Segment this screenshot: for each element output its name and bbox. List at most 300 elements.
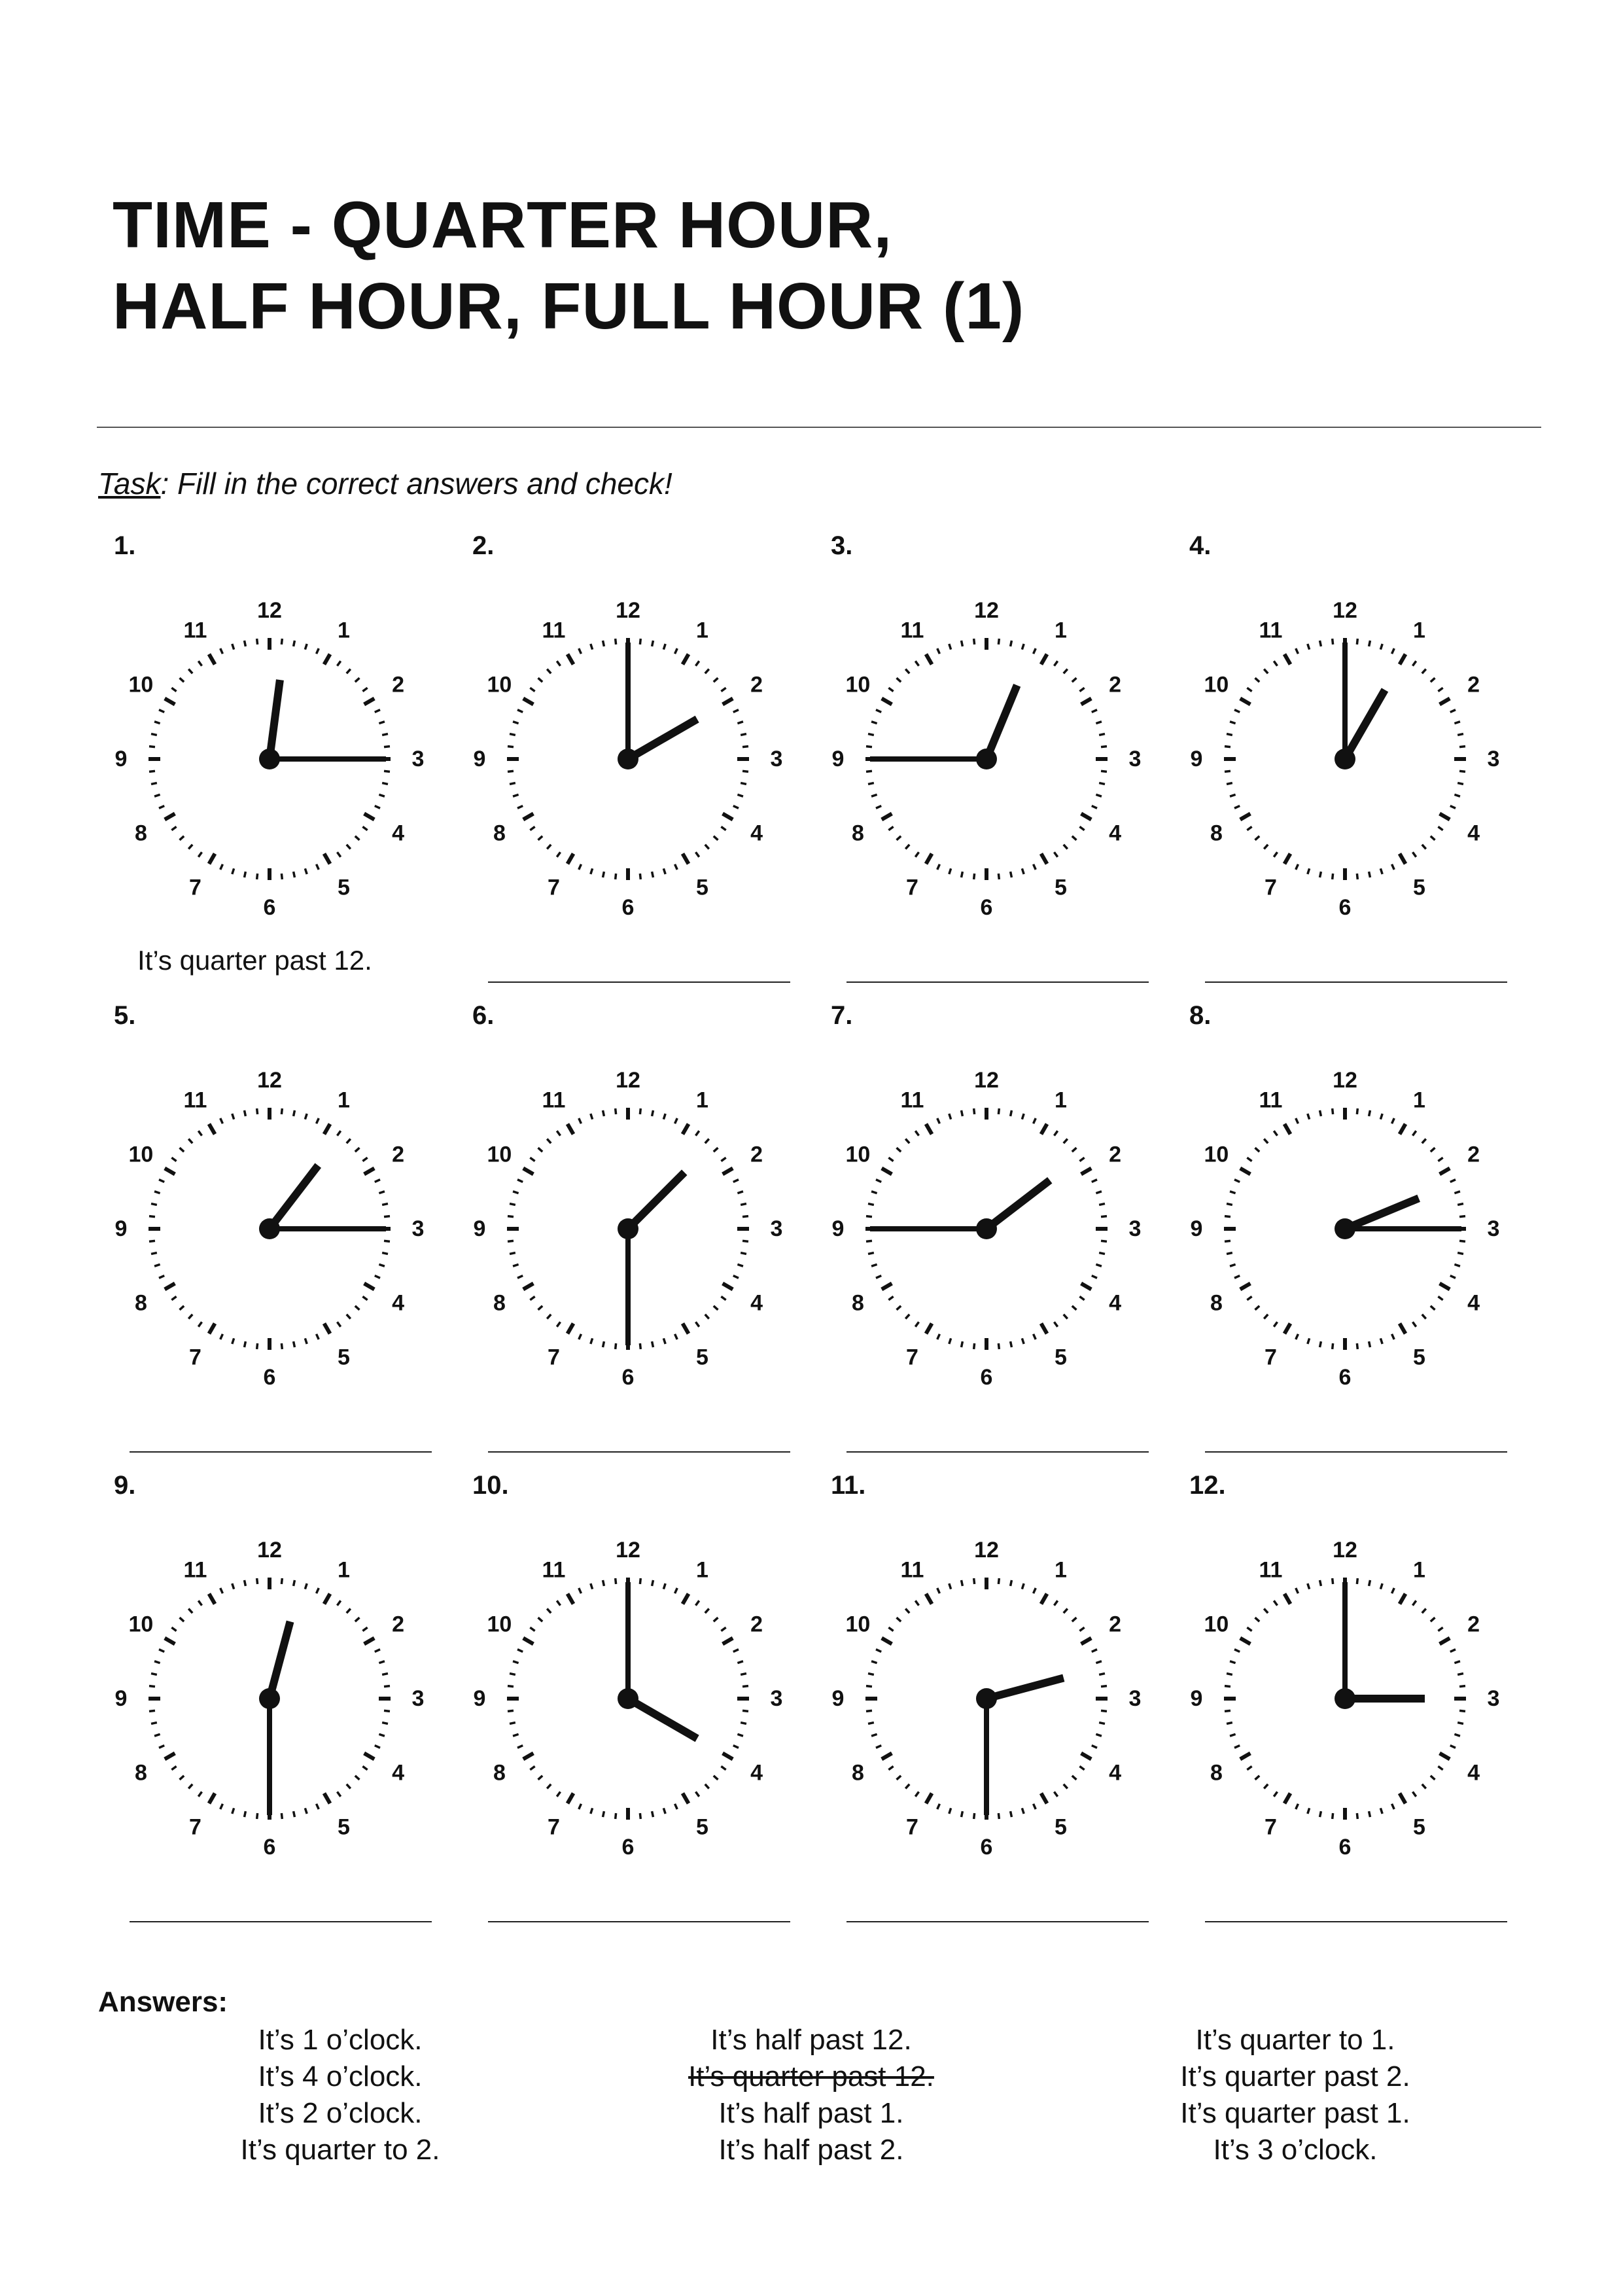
dial-number: 11 <box>183 1087 207 1113</box>
minute-tick <box>742 1710 748 1711</box>
minute-tick <box>151 734 157 735</box>
dial-number: 11 <box>542 618 566 643</box>
hour-hand <box>628 719 697 759</box>
minute-tick <box>294 1580 295 1586</box>
page-title <box>113 185 1024 347</box>
minute-tick <box>232 1114 234 1120</box>
dial-number: 5 <box>1413 875 1425 900</box>
minute-tick <box>1422 1609 1426 1614</box>
minute-tick <box>905 669 909 674</box>
answer-item: It’s quarter past 2. <box>1180 2060 1410 2093</box>
hour-tick <box>1081 699 1092 705</box>
minute-tick <box>1459 1710 1465 1711</box>
dial-number: 8 <box>493 1290 506 1316</box>
minute-tick <box>733 710 739 713</box>
clock-center <box>259 749 280 769</box>
minute-tick <box>281 874 282 879</box>
minute-tick <box>652 1341 654 1347</box>
minute-tick <box>675 1118 678 1123</box>
minute-tick <box>1099 1204 1105 1205</box>
dial-number: 7 <box>548 875 560 900</box>
minute-tick <box>232 1808 234 1814</box>
minute-tick <box>742 1686 748 1687</box>
example-answer: It’s quarter past 12. <box>137 945 372 976</box>
minute-tick <box>1099 1674 1105 1675</box>
answer-item: It’s 1 o’clock. <box>258 2024 423 2056</box>
analog-clock <box>1190 563 1500 920</box>
dial-number: 7 <box>906 875 918 900</box>
minute-tick <box>1369 1580 1370 1586</box>
answer-blank-line[interactable] <box>846 1921 1149 1922</box>
minute-tick <box>1274 852 1277 857</box>
dial-number: 2 <box>750 672 763 698</box>
minute-tick <box>1022 1114 1024 1120</box>
answer-item: It’s 3 o’clock. <box>1213 2134 1378 2166</box>
task-label: Task <box>98 467 161 501</box>
minute-tick <box>1431 1617 1435 1621</box>
minute-tick <box>1099 783 1105 785</box>
minute-tick <box>579 1588 582 1593</box>
dial-number: 9 <box>473 1686 486 1711</box>
minute-tick <box>347 1784 351 1789</box>
dial-number: 10 <box>1204 1142 1229 1167</box>
dial-number: 8 <box>134 1290 147 1316</box>
minute-tick <box>695 661 699 665</box>
minute-tick <box>557 1792 560 1796</box>
dial-number: 8 <box>1210 1290 1223 1316</box>
minute-tick <box>1454 1192 1460 1193</box>
minute-tick <box>1034 1804 1036 1809</box>
minute-tick <box>154 722 160 724</box>
minute-tick <box>603 1341 604 1347</box>
minute-tick <box>871 794 877 796</box>
minute-tick <box>871 1734 877 1736</box>
hour-tick <box>364 1638 375 1644</box>
hour-tick <box>165 1754 175 1759</box>
answer-blank-line[interactable] <box>130 1451 432 1453</box>
minute-tick <box>1274 661 1277 665</box>
minute-tick <box>159 806 164 809</box>
minute-tick <box>171 826 176 830</box>
hour-tick <box>523 1754 534 1759</box>
hour-tick <box>723 1754 733 1759</box>
hour-tick <box>1081 814 1092 820</box>
dial-number: 9 <box>831 1686 845 1711</box>
minute-tick <box>737 1192 743 1193</box>
dial-number: 1 <box>696 618 708 643</box>
hour-tick <box>926 1793 932 1804</box>
minute-tick <box>876 1746 881 1748</box>
minute-tick <box>868 1204 874 1205</box>
dial-number: 7 <box>1265 875 1277 900</box>
dial-number: 5 <box>1055 1345 1067 1370</box>
minute-tick <box>915 1322 918 1326</box>
minute-tick <box>1099 1253 1105 1254</box>
minute-tick <box>1264 1609 1268 1614</box>
minute-tick <box>1230 1192 1236 1193</box>
minute-tick <box>379 1734 385 1736</box>
dial-number: 6 <box>980 895 993 920</box>
minute-tick <box>159 1746 164 1748</box>
minute-tick <box>232 1338 234 1344</box>
analog-clock <box>473 563 783 920</box>
minute-tick <box>949 1114 951 1120</box>
minute-tick <box>603 872 604 877</box>
minute-tick <box>675 648 678 654</box>
minute-tick <box>337 1792 340 1796</box>
minute-tick <box>1296 1118 1299 1123</box>
hour-tick <box>1400 1793 1406 1804</box>
minute-tick <box>974 874 975 879</box>
minute-tick <box>557 852 560 857</box>
hour-tick <box>1440 1169 1450 1174</box>
minute-tick <box>591 644 593 650</box>
minute-tick <box>1227 1723 1232 1724</box>
dial-number: 9 <box>473 1216 486 1241</box>
minute-tick <box>1099 734 1105 735</box>
dial-number: 6 <box>1338 895 1352 920</box>
dial-number: 9 <box>831 747 845 771</box>
minute-tick <box>517 806 523 809</box>
dial-number: 6 <box>263 1835 276 1860</box>
dial-number: 12 <box>974 1538 999 1563</box>
minute-tick <box>695 1131 699 1135</box>
hour-tick <box>523 1284 534 1290</box>
minute-tick <box>1072 1306 1077 1310</box>
minute-tick <box>695 1792 699 1796</box>
dial-number: 10 <box>845 1612 871 1637</box>
minute-tick <box>379 1264 385 1266</box>
minute-tick <box>530 1296 534 1299</box>
hour-tick <box>1041 1594 1047 1604</box>
minute-tick <box>1079 826 1084 830</box>
hour-tick <box>1240 1284 1251 1290</box>
minute-tick <box>149 1216 155 1217</box>
answer-blank-line[interactable] <box>1205 1451 1507 1453</box>
hour-tick <box>1440 1638 1450 1644</box>
clock-exercise <box>815 1471 1155 1929</box>
minute-tick <box>897 1148 901 1152</box>
minute-tick <box>714 1776 718 1780</box>
dial-number: 2 <box>392 1612 405 1637</box>
dial-number: 3 <box>411 1686 425 1711</box>
minute-tick <box>305 1338 307 1344</box>
minute-tick <box>721 1766 725 1769</box>
answer-blank-line[interactable] <box>488 1451 790 1453</box>
minute-tick <box>281 1813 282 1819</box>
minute-tick <box>538 678 543 682</box>
minute-tick <box>1247 688 1251 691</box>
dial-number: 11 <box>1259 1557 1283 1583</box>
minute-tick <box>1064 1315 1068 1319</box>
minute-tick <box>1274 1792 1277 1796</box>
task-instruction <box>98 466 672 501</box>
answer-blank-line[interactable] <box>488 981 790 983</box>
minute-tick <box>384 1686 390 1687</box>
minute-tick <box>355 1776 360 1780</box>
dial-number: 1 <box>1413 1087 1425 1113</box>
minute-tick <box>737 794 743 796</box>
minute-tick <box>547 669 551 674</box>
minute-tick <box>517 1180 523 1182</box>
minute-tick <box>663 1583 665 1589</box>
clock-exercise <box>457 1471 797 1929</box>
hour-tick <box>683 1324 689 1334</box>
answer-blank-line[interactable] <box>846 981 1149 983</box>
minute-tick <box>513 1264 519 1266</box>
dial-number: 8 <box>851 821 864 846</box>
dial-number: 4 <box>392 1290 405 1316</box>
minute-tick <box>375 710 380 713</box>
dial-number: 3 <box>770 747 783 771</box>
dial-number: 12 <box>1333 1068 1357 1093</box>
answer-blank-line[interactable] <box>1205 1921 1507 1922</box>
minute-tick <box>741 1723 746 1724</box>
hour-tick <box>926 1594 932 1604</box>
minute-tick <box>151 1674 157 1675</box>
hour-tick <box>1081 1754 1092 1759</box>
answer-blank-line[interactable] <box>846 1451 1149 1453</box>
minute-tick <box>974 639 975 645</box>
minute-tick <box>876 1650 881 1652</box>
hour-tick <box>1081 1638 1092 1644</box>
minute-tick <box>355 678 360 682</box>
dial-number: 5 <box>1413 1345 1425 1370</box>
hour-hand <box>986 685 1017 759</box>
dial-number: 5 <box>1413 1814 1425 1840</box>
minute-tick <box>1457 1253 1463 1254</box>
answers-heading: Answers: <box>98 1986 228 2018</box>
hour-tick <box>882 814 892 820</box>
minute-tick <box>705 1139 709 1144</box>
minute-tick <box>591 1338 593 1344</box>
minute-tick <box>355 836 360 840</box>
minute-tick <box>705 1315 709 1319</box>
hour-tick <box>209 654 215 665</box>
minute-tick <box>375 1650 380 1652</box>
hour-hand <box>986 1180 1050 1229</box>
minute-tick <box>949 644 951 650</box>
minute-tick <box>151 1204 157 1205</box>
minute-tick <box>741 1204 746 1205</box>
dial-number: 11 <box>1259 618 1283 643</box>
minute-tick <box>1096 1734 1102 1736</box>
dial-number: 4 <box>392 1760 405 1786</box>
minute-tick <box>180 678 184 682</box>
minute-tick <box>1034 1588 1036 1593</box>
hour-tick <box>926 854 932 864</box>
minute-tick <box>1234 1650 1240 1652</box>
minute-tick <box>294 1110 295 1116</box>
minute-tick <box>1438 688 1442 691</box>
hour-tick <box>1400 1594 1406 1604</box>
minute-tick <box>721 1157 725 1161</box>
minute-tick <box>1457 783 1463 785</box>
minute-tick <box>171 1296 176 1299</box>
minute-tick <box>1380 644 1382 650</box>
minute-tick <box>1412 661 1416 665</box>
minute-tick <box>1227 783 1232 785</box>
hour-tick <box>364 1169 375 1174</box>
hour-tick <box>568 654 574 665</box>
minute-tick <box>180 836 184 840</box>
minute-tick <box>1422 1315 1426 1319</box>
hour-tick <box>165 699 175 705</box>
minute-tick <box>530 1157 534 1161</box>
minute-tick <box>1064 669 1068 674</box>
minute-tick <box>1225 1686 1230 1687</box>
minute-tick <box>1011 872 1012 877</box>
minute-tick <box>962 1580 963 1586</box>
minute-tick <box>530 688 534 691</box>
minute-tick <box>1054 1322 1057 1326</box>
minute-tick <box>888 688 893 691</box>
analog-clock <box>831 563 1142 920</box>
minute-tick <box>245 1341 246 1347</box>
minute-tick <box>362 1627 367 1631</box>
minute-tick <box>530 1627 534 1631</box>
minute-tick <box>1369 1110 1370 1116</box>
minute-tick <box>180 1617 184 1621</box>
minute-tick <box>294 641 295 646</box>
minute-tick <box>362 1296 367 1299</box>
minute-tick <box>1450 1276 1456 1279</box>
dial-number: 2 <box>392 1142 405 1167</box>
minute-tick <box>905 1139 909 1144</box>
dial-number: 10 <box>128 672 154 698</box>
dial-number: 10 <box>1204 672 1229 698</box>
minute-tick <box>245 1580 246 1586</box>
minute-tick <box>915 661 918 665</box>
minute-tick <box>591 1808 593 1814</box>
dial-number: 7 <box>906 1814 918 1840</box>
minute-tick <box>547 1139 551 1144</box>
minute-tick <box>949 1338 951 1344</box>
minute-tick <box>1234 710 1240 713</box>
minute-tick <box>1296 1804 1299 1809</box>
hour-tick <box>1240 814 1251 820</box>
minute-tick <box>517 1650 523 1652</box>
minute-tick <box>1054 1131 1057 1135</box>
clock-center <box>976 749 997 769</box>
minute-tick <box>1054 852 1057 857</box>
minute-tick <box>897 1617 901 1621</box>
dial-number: 11 <box>900 1087 924 1113</box>
exercise-number: 4. <box>1189 531 1212 560</box>
clock-center <box>618 1218 638 1239</box>
minute-tick <box>245 1110 246 1116</box>
minute-tick <box>1230 722 1236 724</box>
minute-tick <box>305 644 307 650</box>
minute-tick <box>876 710 881 713</box>
minute-tick <box>1072 678 1077 682</box>
hour-tick <box>926 654 932 665</box>
minute-tick <box>741 734 746 735</box>
exercise-number: 11. <box>831 1471 866 1500</box>
hour-tick <box>1041 654 1047 665</box>
minute-tick <box>652 1110 654 1116</box>
minute-tick <box>281 1108 282 1114</box>
minute-tick <box>652 1580 654 1586</box>
dial-number: 6 <box>263 1365 276 1390</box>
minute-tick <box>868 783 874 785</box>
minute-tick <box>337 1322 340 1326</box>
minute-tick <box>1320 1110 1321 1116</box>
minute-tick <box>171 1627 176 1631</box>
dial-number: 4 <box>1467 821 1480 846</box>
minute-tick <box>1380 1808 1382 1814</box>
minute-tick <box>1450 710 1456 713</box>
dial-number: 9 <box>473 747 486 771</box>
dial-number: 4 <box>1109 1760 1122 1786</box>
minute-tick <box>1255 1776 1260 1780</box>
minute-tick <box>198 1600 201 1605</box>
answer-item: It’s half past 1. <box>718 2097 904 2129</box>
minute-tick <box>1225 1710 1230 1711</box>
dial-number: 3 <box>1128 1216 1142 1241</box>
minute-tick <box>154 1734 160 1736</box>
minute-tick <box>1422 1139 1426 1144</box>
minute-tick <box>1096 722 1102 724</box>
minute-tick <box>663 1338 665 1344</box>
minute-tick <box>1247 1157 1251 1161</box>
hour-tick <box>1440 699 1450 705</box>
minute-tick <box>1022 1583 1024 1589</box>
minute-tick <box>355 1617 360 1621</box>
answer-blank-line[interactable] <box>488 1921 790 1922</box>
dial-number: 2 <box>1109 1142 1122 1167</box>
minute-tick <box>705 845 709 849</box>
minute-tick <box>159 1276 164 1279</box>
minute-tick <box>1092 1746 1097 1748</box>
dial-number: 2 <box>1109 1612 1122 1637</box>
hour-tick <box>364 814 375 820</box>
answer-blank-line[interactable] <box>1205 981 1507 983</box>
minute-tick <box>1431 1306 1435 1310</box>
minute-tick <box>579 648 582 654</box>
hour-tick <box>209 1793 215 1804</box>
hour-tick <box>165 1638 175 1644</box>
minute-tick <box>294 1341 295 1347</box>
clock-exercise <box>1174 1001 1514 1459</box>
minute-tick <box>1296 1588 1299 1593</box>
minute-tick <box>915 1131 918 1135</box>
minute-tick <box>1412 1322 1416 1326</box>
answer-item: It’s half past 12. <box>710 2024 912 2056</box>
minute-tick <box>868 1674 874 1675</box>
minute-tick <box>1392 1334 1395 1339</box>
minute-tick <box>871 1192 877 1193</box>
minute-tick <box>220 1118 223 1123</box>
minute-tick <box>149 1686 155 1687</box>
minute-tick <box>1092 1180 1097 1182</box>
minute-tick <box>1230 1661 1236 1663</box>
hour-tick <box>1440 1754 1450 1759</box>
answer-blank-line[interactable] <box>130 1921 432 1922</box>
minute-tick <box>695 1600 699 1605</box>
minute-tick <box>1431 1148 1435 1152</box>
answers-column-1 <box>111 2022 569 2168</box>
hour-tick <box>1240 1638 1251 1644</box>
dial-number: 5 <box>1055 1814 1067 1840</box>
minute-tick <box>579 1118 582 1123</box>
analog-clock <box>1190 1502 1500 1860</box>
dial-number: 2 <box>392 672 405 698</box>
minute-tick <box>1308 1808 1310 1814</box>
minute-tick <box>1255 1617 1260 1621</box>
minute-tick <box>1308 1114 1310 1120</box>
minute-tick <box>663 868 665 874</box>
